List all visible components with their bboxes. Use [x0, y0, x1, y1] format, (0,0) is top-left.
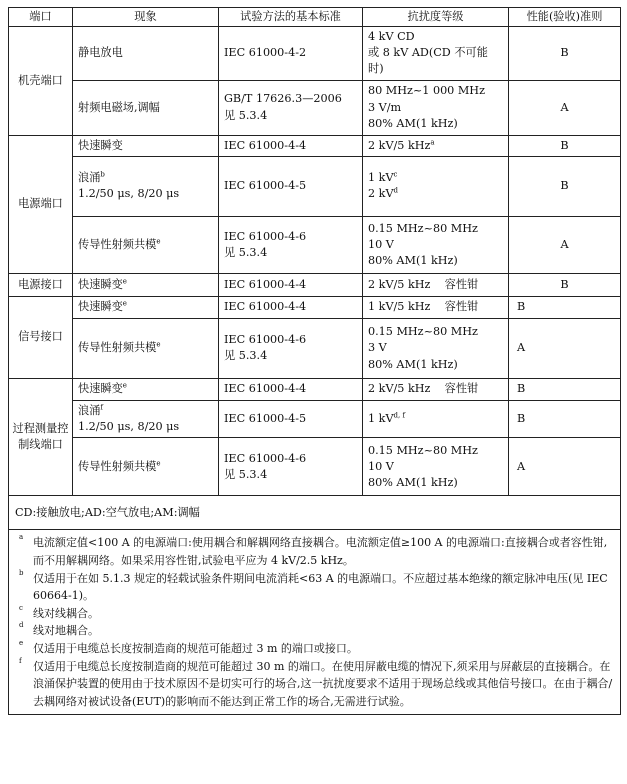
criterion-cell: A: [509, 216, 621, 273]
level-text: 80 MHz~1 000 MHz: [368, 84, 485, 98]
level-line: [368, 381, 503, 397]
phenomenon-line: [78, 299, 213, 315]
phenomenon-text: 快速瞬变: [78, 300, 123, 314]
phenomenon-cell: [73, 318, 219, 378]
footnote-ref: e: [122, 299, 127, 308]
level-line: [368, 83, 503, 99]
footnote-ref: e: [156, 459, 161, 468]
phenomenon-cell: [73, 80, 219, 135]
phenomenon-line: [78, 186, 213, 202]
level-text: 10 V: [368, 459, 394, 473]
method-cell: [219, 400, 363, 437]
footnote: [15, 570, 614, 605]
level-line: [368, 357, 503, 373]
footnote-ref: e: [156, 237, 161, 246]
method-text: IEC 61000-4-4: [224, 138, 307, 152]
level-text: 3 V: [368, 341, 387, 355]
level-cell: [363, 273, 509, 296]
phenomenon-text: 传导性射频共模: [78, 341, 157, 355]
method-cell: [219, 135, 363, 156]
phenomenon-line: [78, 403, 213, 419]
footnote-ref: d, f: [393, 411, 406, 420]
header-port: 端口: [9, 8, 73, 27]
level-text: 4 kV CD: [368, 30, 415, 43]
level-line: [368, 443, 503, 459]
header-method: 试验方法的基本标准: [219, 8, 363, 27]
phenomenon-line: [78, 419, 213, 435]
footnote-ref: e: [122, 277, 127, 286]
method-text: IEC 61000-4-6: [224, 333, 307, 347]
immunity-test-table: [8, 7, 621, 715]
port-cell: 机壳端口: [9, 27, 73, 136]
level-line: [368, 29, 503, 45]
level-text: 80% AM(1 kHz): [368, 254, 458, 268]
method-cell: [219, 318, 363, 378]
phenomenon-cell: [73, 135, 219, 156]
header-level: 抗扰度等级: [363, 8, 509, 27]
footnotes-cell: [9, 530, 621, 715]
phenomenon-line: [78, 459, 213, 475]
level-line: [368, 324, 503, 340]
phenomenon-cell: [73, 216, 219, 273]
phenomenon-cell: [73, 27, 219, 81]
footnote-ref: f: [100, 403, 103, 412]
footnote-mark: a: [19, 533, 24, 542]
level-line: [368, 475, 503, 491]
phenomenon-text: 传导性射频共模: [78, 237, 157, 251]
footnote-mark: f: [19, 656, 22, 665]
level-text: 1 kV: [368, 412, 394, 426]
method-text: IEC 61000-4-4: [224, 277, 307, 291]
level-line: [368, 186, 503, 202]
table-row: [9, 438, 621, 496]
footnote-mark: e: [19, 638, 24, 647]
footnote: [15, 534, 614, 569]
phenomenon-text: 快速瞬变: [78, 277, 123, 291]
method-cell: [219, 156, 363, 216]
level-line: [368, 459, 503, 475]
criterion-cell: B: [509, 273, 621, 296]
level-cell: [363, 135, 509, 156]
level-line: [368, 277, 503, 293]
phenomenon-cell: [73, 273, 219, 296]
level-cell: [363, 80, 509, 135]
abbreviation-row: [9, 496, 621, 530]
level-text: 或 8 kV AD(CD 不可能时): [368, 46, 488, 76]
method-text: IEC 61000-4-6: [224, 229, 307, 243]
footnote-ref: b: [100, 170, 105, 179]
level-text: 80% AM(1 kHz): [368, 116, 458, 130]
level-text: 80% AM(1 kHz): [368, 476, 458, 490]
phenomenon-text: 射频电磁场,调幅: [78, 100, 160, 114]
table-row: [9, 27, 621, 81]
level-cell: [363, 27, 509, 81]
level-line: [368, 253, 503, 269]
phenomenon-line: [78, 340, 213, 356]
level-line: [368, 116, 503, 132]
method-text: 见 5.3.4: [224, 467, 268, 481]
method-text: IEC 61000-4-4: [224, 382, 307, 396]
level-text: 2 kV: [368, 187, 394, 201]
level-line: [368, 340, 503, 356]
level-line: [368, 221, 503, 237]
table-row: [9, 378, 621, 400]
footnote: [15, 622, 614, 640]
footnote-mark: b: [19, 568, 24, 577]
level-text: 10 V: [368, 237, 394, 251]
level-text: 2 kV/5 kHz: [368, 138, 431, 152]
footnote-ref: e: [156, 340, 161, 349]
method-text: 见 5.3.4: [224, 349, 268, 363]
phenomenon-line: [78, 138, 213, 154]
abbreviation-note: CD:接触放电;AD:空气放电;AM:调幅: [9, 496, 621, 530]
port-cell: 电源端口: [9, 135, 73, 273]
criterion-cell: B: [509, 135, 621, 156]
phenomenon-text: 1.2/50 μs, 8/20 μs: [78, 420, 180, 434]
method-text: IEC 61000-4-6: [224, 451, 307, 465]
level-cell: [363, 378, 509, 400]
footnote-ref: c: [393, 170, 398, 179]
header-phenomenon: 现象: [73, 8, 219, 27]
level-text: 0.15 MHz~80 MHz: [368, 325, 478, 339]
method-text: 见 5.3.4: [224, 245, 268, 259]
level-line: [368, 45, 503, 77]
phenomenon-cell: [73, 378, 219, 400]
phenomenon-cell: [73, 400, 219, 437]
criterion-cell: A: [509, 438, 621, 496]
criterion-cell: A: [509, 318, 621, 378]
level-text: 1 kV/5 kHz 容性钳: [368, 300, 479, 314]
document-page: [8, 7, 620, 777]
footnote-text: 电流额定值<100 A 的电源端口:使用耦合和解耦网络直接耦合。电流额定值≥100 A 的电源端口:直接耦合或者容性钳,而不用解耦网络。如果采用容性钳,试验电平应为 4 kV/2.5 kHz。: [33, 536, 608, 567]
criterion-cell: B: [509, 400, 621, 437]
level-cell: [363, 400, 509, 437]
method-cell: [219, 378, 363, 400]
port-cell: 信号接口: [9, 296, 73, 378]
phenomenon-line: [78, 170, 213, 186]
criterion-cell: A: [509, 80, 621, 135]
footnote-text: 线对线耦合。: [33, 606, 99, 620]
table-header-row: [9, 8, 621, 27]
level-cell: [363, 438, 509, 496]
method-text: IEC 61000-4-2: [224, 46, 307, 60]
table-row: [9, 156, 621, 216]
footnote-text: 线对地耦合。: [33, 624, 99, 638]
phenomenon-cell: [73, 438, 219, 496]
footnotes-row: [9, 530, 621, 715]
phenomenon-text: 1.2/50 μs, 8/20 μs: [78, 187, 180, 201]
level-text: 0.15 MHz~80 MHz: [368, 221, 478, 235]
footnote-mark: c: [19, 603, 23, 612]
level-cell: [363, 216, 509, 273]
level-text: 3 V/m: [368, 100, 402, 114]
level-text: 2 kV/5 kHz 容性钳: [368, 277, 479, 291]
level-cell: [363, 156, 509, 216]
method-cell: [219, 438, 363, 496]
criterion-cell: B: [509, 296, 621, 318]
table-row: [9, 318, 621, 378]
method-cell: [219, 273, 363, 296]
table-row: [9, 273, 621, 296]
level-line: [368, 299, 503, 315]
port-cell: 过程测量控制线端口: [9, 378, 73, 495]
table-row: [9, 80, 621, 135]
phenomenon-line: [78, 45, 213, 61]
phenomenon-line: [78, 237, 213, 253]
method-cell: [219, 216, 363, 273]
level-text: 1 kV: [368, 171, 394, 185]
port-cell: 电源接口: [9, 273, 73, 296]
footnote: [15, 640, 614, 658]
footnote-ref: a: [430, 137, 435, 146]
method-text: GB/T 17626.3—2006: [224, 92, 342, 106]
phenomenon-line: [78, 277, 213, 293]
footnote-ref: e: [122, 381, 127, 390]
table-row: [9, 296, 621, 318]
table-body: [9, 27, 621, 715]
level-cell: [363, 318, 509, 378]
header-criteria: 性能(验收)准则: [509, 8, 621, 27]
footnote: [15, 605, 614, 623]
phenomenon-line: [78, 100, 213, 116]
footnote-text: 仅适用于电缆总长度按制造商的规范可能超过 3 m 的端口或接口。: [33, 641, 358, 655]
table-row: [9, 216, 621, 273]
footnote-text: 仅适用于电缆总长度按制造商的规范可能超过 30 m 的端口。在使用屏蔽电缆的情况下,须采用与屏蔽层的直接耦合。在浪涌保护装置的使用由于技术原因不是切实可行的场合,这一抗扰度要求不适用于现场总线或其他信号接口。在由于耦合/去耦网络对被试设备(EUT)的影响而不能达到正常工作的场合,无需进行试验。: [33, 659, 613, 708]
phenomenon-text: 浪涌: [78, 403, 101, 417]
phenomenon-text: 浪涌: [78, 171, 101, 185]
method-text: IEC 61000-4-5: [224, 179, 307, 193]
level-line: [368, 237, 503, 253]
phenomenon-text: 快速瞬变: [78, 138, 123, 152]
level-text: 0.15 MHz~80 MHz: [368, 443, 478, 457]
criterion-cell: B: [509, 27, 621, 81]
method-cell: [219, 27, 363, 81]
footnote-text: 仅适用于在如 5.1.3 规定的轻载试验条件期间电流消耗<63 A 的电源端口。不应超过基本绝缘的额定脉冲电压(见 IEC 60664-1)。: [33, 571, 608, 603]
phenomenon-line: [78, 381, 213, 397]
phenomenon-text: 传导性射频共模: [78, 459, 157, 473]
level-line: [368, 170, 503, 186]
level-text: 80% AM(1 kHz): [368, 357, 458, 371]
criterion-cell: B: [509, 378, 621, 400]
level-text: 2 kV/5 kHz 容性钳: [368, 382, 479, 396]
phenomenon-cell: [73, 296, 219, 318]
phenomenon-cell: [73, 156, 219, 216]
footnote-ref: d: [393, 186, 399, 195]
table-row: [9, 400, 621, 437]
method-text: IEC 61000-4-4: [224, 300, 307, 314]
method-cell: [219, 80, 363, 135]
phenomenon-text: 快速瞬变: [78, 382, 123, 396]
phenomenon-text: 静电放电: [78, 46, 123, 60]
level-cell: [363, 296, 509, 318]
level-line: [368, 100, 503, 116]
footnote-mark: d: [19, 621, 24, 630]
table-row: [9, 135, 621, 156]
level-line: [368, 138, 503, 154]
footnote: [15, 658, 614, 711]
level-line: [368, 411, 503, 427]
method-text: 见 5.3.4: [224, 108, 268, 122]
method-cell: [219, 296, 363, 318]
criterion-cell: B: [509, 156, 621, 216]
method-text: IEC 61000-4-5: [224, 412, 307, 426]
